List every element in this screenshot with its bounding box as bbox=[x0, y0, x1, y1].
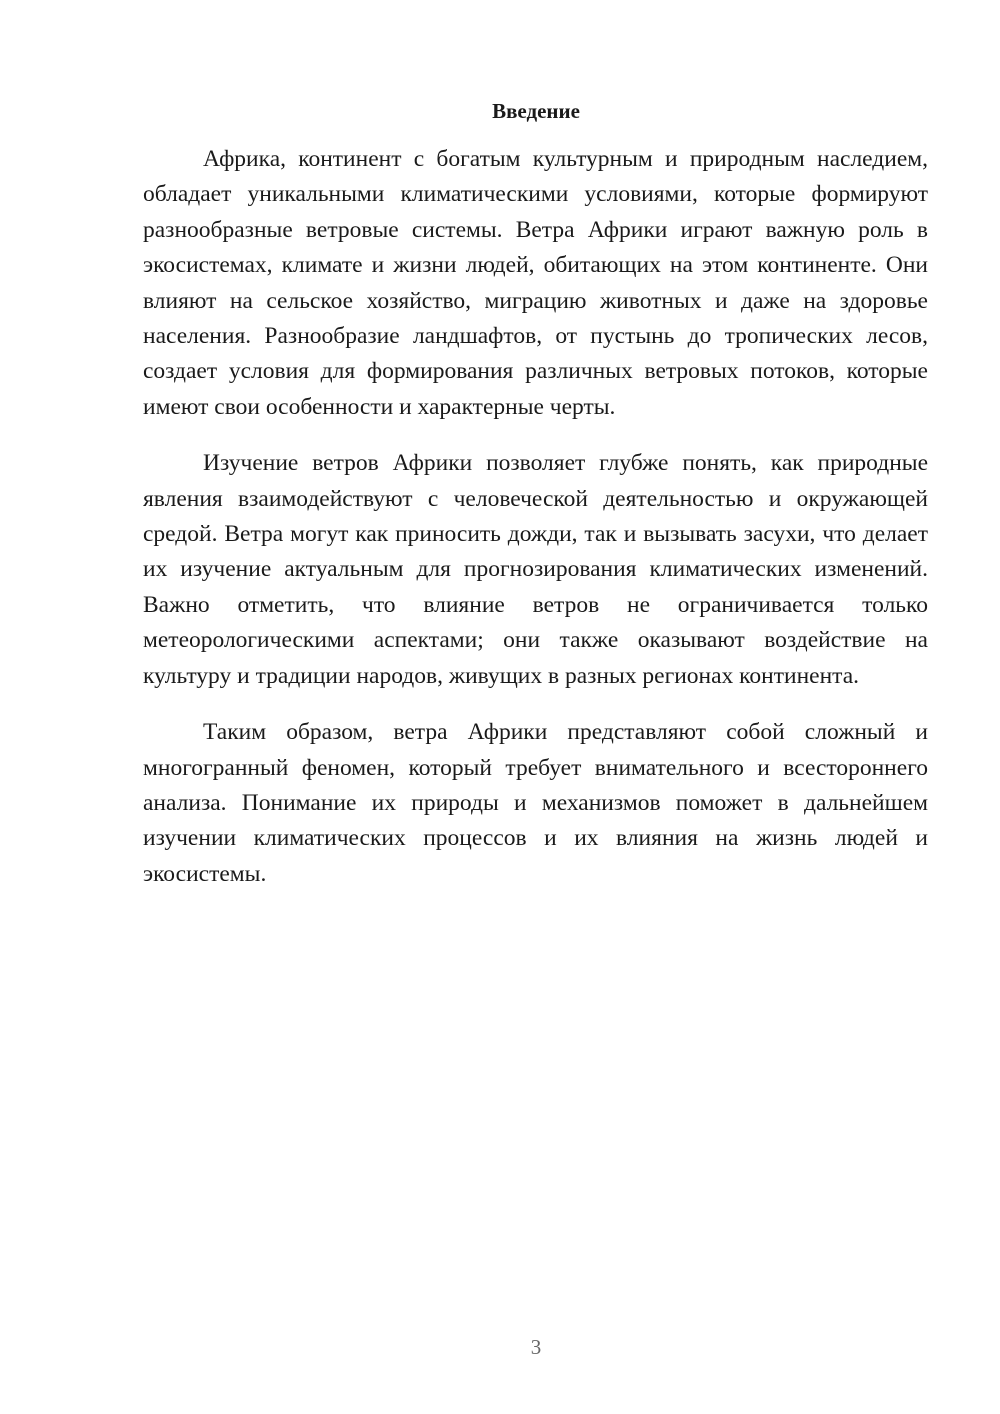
body-text bbox=[143, 142, 928, 913]
page-number: 3 bbox=[530, 1335, 542, 1359]
paragraph-1: Африка, континент с богатым культурным и природным наследием, обладает уникальными климатическими условиями, которые формируют разнообразные ветровые системы. Ветра Африки играют важную роль в экосистемах, климате и жизни людей, обитающих на этом континенте. Они влияют на сельское хозяйство, миграцию животных и даже на здоровье населения. Разнообразие ландшафтов, от пустынь до тропических лесов, создает условия для формирования различных ветровых потоков, которые имеют свои особенности и характерные черты. bbox=[143, 146, 928, 420]
section-title: Введение bbox=[492, 99, 580, 123]
paragraph-3: Таким образом, ветра Африки представляют собой сложный и многогранный феномен, который требует внимательного и всестороннего анализа. Понимание их природы и механизмов поможет в дальнейшем изучении климатических процессов и их влияния на жизнь людей и экосистемы. bbox=[143, 719, 928, 887]
paragraph-2: Изучение ветров Африки позволяет глубже понять, как природные явления взаимодействуют с человеческой деятельностью и окружающей средой. Ветра могут как приносить дожди, так и вызывать засухи, что делает их изучение актуальным для прогнозирования климатических изменений. Важно отметить, что влияние ветров не ограничивается только метеорологическими аспектами; они также оказывают воздействие на культуру и традиции народов, живущих в разных регионах континента. bbox=[143, 450, 928, 689]
